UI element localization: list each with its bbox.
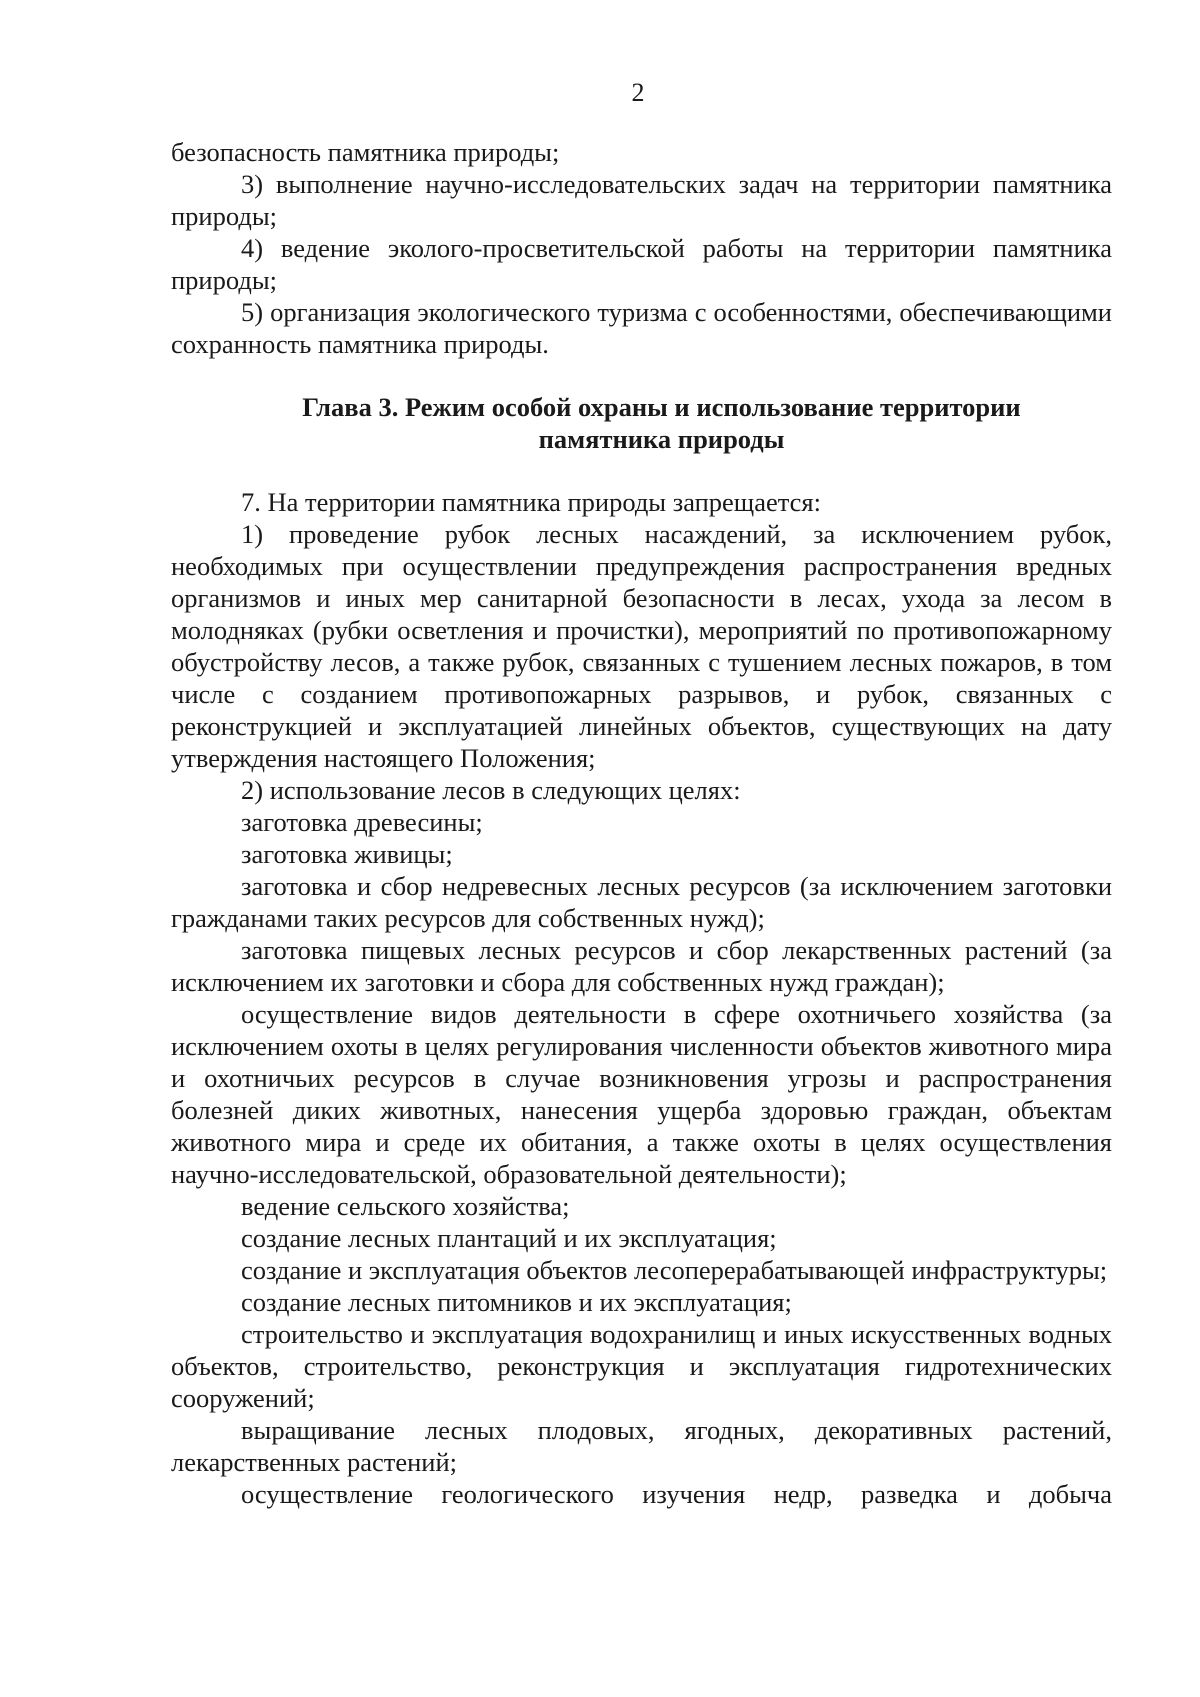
list-item: создание лесных плантаций и их эксплуатация; (241, 1223, 777, 1253)
list-item: заготовка пищевых лесных ресурсов и сбор лекарственных растений (за исключением их заготовки и сбора для собственных нужд граждан); (171, 935, 1112, 997)
document-body (171, 136, 1112, 1510)
chapter-heading-line: Глава 3. Режим особой охраны и использование территории (302, 392, 1021, 422)
list-item: ведение сельского хозяйства; (241, 1191, 570, 1221)
list-item: заготовка живицы; (241, 839, 453, 869)
list-item: создание лесных питомников и их эксплуатация; (241, 1287, 792, 1317)
paragraph: 3) выполнение научно-исследовательских задач на территории памятника природы; (171, 169, 1112, 231)
paragraph: 4) ведение эколого-просветительской работы на территории памятника природы; (171, 233, 1112, 295)
paragraph: 5) организация экологического туризма с особенностями, обеспечивающими сохранность памятника природы. (171, 297, 1112, 359)
list-item: заготовка древесины; (241, 807, 483, 837)
list-item: создание и эксплуатация объектов лесоперерабатывающей инфраструктуры; (241, 1255, 1108, 1285)
page-number: 2 (631, 78, 645, 107)
paragraph: безопасность памятника природы; (171, 137, 560, 167)
chapter-heading (171, 391, 1112, 455)
list-item: строительство и эксплуатация водохранилищ и иных искусственных водных объектов, строительство, реконструкция и эксплуатация гидротехнических сооружений; (171, 1319, 1112, 1413)
paragraph: 7. На территории памятника природы запрещается: (241, 487, 821, 517)
list-item: осуществление видов деятельности в сфере охотничьего хозяйства (за исключением охоты в целях регулирования численности объектов животного мира и охотничьих ресурсов в случае возникновения угрозы и распространения болезней диких животных, нанесения ущерба здоровью граждан, объектам животного мира и среде их обитания, а также охоты в целях осуществления научно-исследовательской, образовательной деятельности); (171, 999, 1112, 1189)
list-item: выращивание лесных плодовых, ягодных, декоративных растений, лекарственных растений; (171, 1415, 1112, 1477)
paragraph: 2) использование лесов в следующих целях: (241, 775, 741, 805)
list-item: заготовка и сбор недревесных лесных ресурсов (за исключением заготовки гражданами таких ресурсов для собственных нужд); (171, 871, 1112, 933)
paragraph: 1) проведение рубок лесных насаждений, за исключением рубок, необходимых при осуществлении предупреждения распространения вредных организмов и иных мер санитарной безопасности в лесах, ухода за лесом в молодняках (рубки осветления и прочистки), мероприятий по противопожарному обустройству лесов, а также рубок, связанных с тушением лесных пожаров, в том числе с созданием противопожарных разрывов, и рубок, связанных с реконструкцией и эксплуатацией линейных объектов, существующих на дату утверждения настоящего Положения; (171, 519, 1112, 773)
list-item: осуществление геологического изучения недр, разведка и добыча (241, 1479, 1112, 1509)
chapter-heading-line: памятника природы (538, 424, 785, 454)
